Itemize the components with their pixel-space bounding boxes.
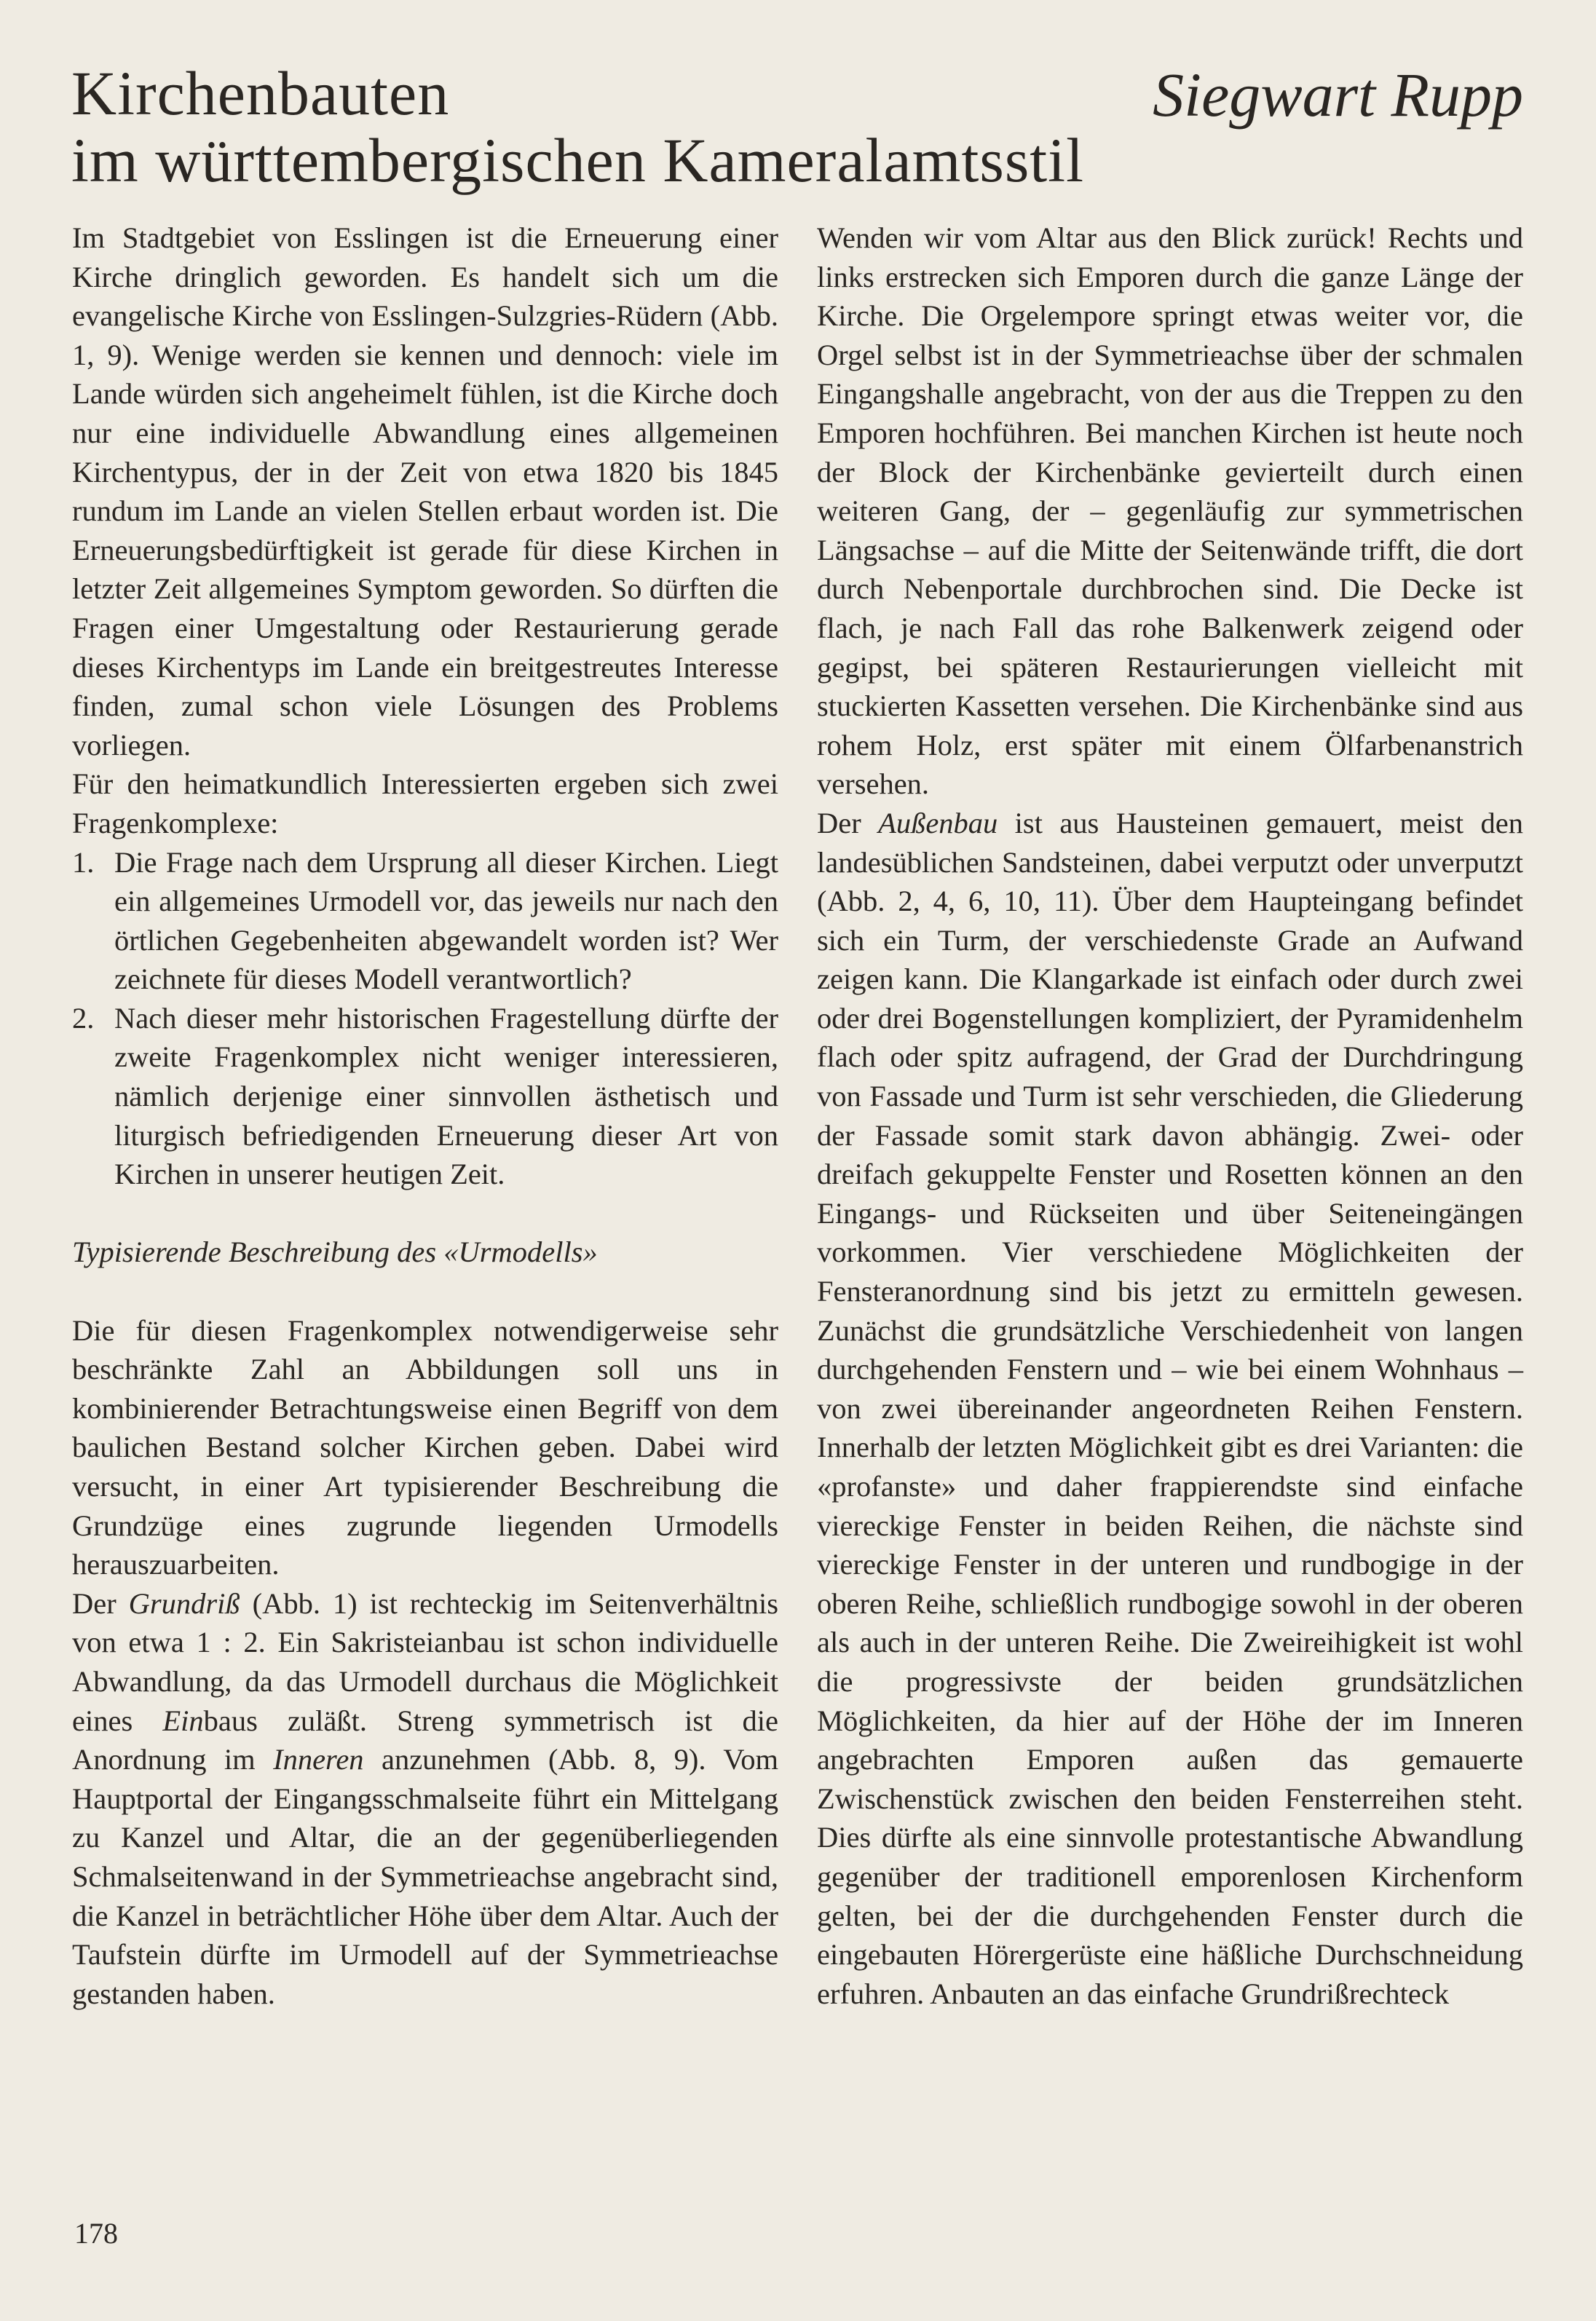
title-line-1: Kirchenbauten xyxy=(71,58,450,128)
question-text: Die Frage nach dem Ursprung all dieser Kirchen. Liegt ein allgemeines Urmodell vor, das jeweils nur nach den örtlichen Gegebenheiten abgewandelt worden ist? Wer zeichnete für dieses Modell verantwortlich? xyxy=(114,845,778,996)
author-name: Siegwart Rupp xyxy=(1153,60,1523,130)
questions-intro: Für den heimatkundlich Interessierten ergeben sich zwei Fragenkomplexe: xyxy=(72,767,778,839)
grundriss-lead: Der xyxy=(72,1586,129,1620)
einbau-term: Ein xyxy=(162,1704,204,1737)
question-number: 2. xyxy=(72,1001,95,1035)
grundriss-paragraph xyxy=(72,1584,778,2014)
page-number: 178 xyxy=(74,2217,118,2250)
article-title xyxy=(71,60,1164,194)
aussenbau-lead: Der xyxy=(817,806,879,839)
question-item xyxy=(72,843,778,999)
aussenbau-text: ist aus Hausteinen gemauert, meist den landesüblichen Sandsteinen, dabei verputzt oder unverputzt (Abb. 2, 4, 6, 10, 11). Über dem Haupteingang befindet sich ein Turm, der verschiedenste Grade an Aufwand zeigen kann. Die Klangarkade ist einfach oder durch zwei oder drei Bogenstellungen kompliziert, der Pyramidenhelm flach oder spitz aufragend, der Grad der Durchdringung von Fassade und Turm ist sehr verschieden, die Gliederung der Fassade somit stark davon abhängig. Zwei- oder dreifach gekuppelte Fenster und Rosetten können an den Eingangs- und Rückseiten und über Seiteneingängen vorkommen. Vier verschiedene Möglichkeiten der Fensteranordnung sind bis jetzt zu ermitteln gewesen. Zunächst die grundsätzliche Verschiedenheit von langen durchgehenden Fenstern und – wie bei einem Wohnhaus – von zwei übereinander angeordneten Reihen Fenstern. Innerhalb der letzten Möglichkeit gibt es drei Varianten: die «profanste» und daher frappierendste sind einfache viereckige Fenster in beiden Reihen, die nächste sind viereckige Fenster in der unteren und rundbogige in der oberen Reihe, schließlich rundbogige sowohl in der oberen als auch in der unteren Reihe. Die Zweireihigkeit ist wohl die progressivste der beiden grundsätzlichen Möglichkeiten, da hier auf der Höhe der im Inneren angebrachten Emporen außen das gemauerte Zwischenstück zwischen den beiden Fensterreihen steht. Dies dürfte als eine sinnvolle protestantische Abwandlung gegenüber der traditionell emporenlosen Kirchenform gelten, bei der die durchgehenden Fenster durch die eingebauten Hörergerüste eine häßliche Durchschneidung erfuhren. Anbauten an das einfache Grundrißrechteck xyxy=(817,806,1523,2010)
questions-list xyxy=(72,843,778,1194)
grundriss-term: Grundriß xyxy=(128,1586,240,1620)
inneren-term: Inneren xyxy=(273,1743,364,1776)
right-column xyxy=(817,218,1523,2013)
aussenbau-paragraph xyxy=(817,804,1523,2013)
question-item xyxy=(72,999,778,1194)
question-text: Nach dieser mehr historischen Fragestellung dürfte der zweite Fragenkomplex nicht weniger interessieren, nämlich derjenige einer sinnvollen ästhetisch und liturgisch befriedigenden Erneuerung dieser Art von Kirchen in unserer heutigen Zeit. xyxy=(114,1001,778,1191)
altar-paragraph: Wenden wir vom Altar aus den Blick zurück! Rechts und links erstrecken sich Emporen durch die ganze Länge der Kirche. Die Orgelempore springt etwas weiter vor, die Orgel selbst ist in der Symmetrieachse über der schmalen Eingangshalle angebracht, von der aus die Treppen zu den Emporen hochführen. Bei manchen Kirchen ist heute noch der Block der Kirchenbänke gevierteilt durch einen weiteren Gang, der – gegenläufig zur symmetrischen Längsachse – auf die Mitte der Seitenwände trifft, die dort durch Nebenportale durchbrochen sind. Die Decke ist flach, je nach Fall das rohe Balkenwerk zeigend oder gegipst, bei späteren Restaurierungen vielleicht mit stuckierten Kassetten versehen. Die Kirchenbänke sind aus rohem Holz, erst später mit einem Ölfarbenanstrich versehen. xyxy=(817,221,1523,801)
grundriss-text-1: (Abb. 1) ist rechteckig im Seitenverhältnis von etwa 1 : 2. Ein Sakristeianbau ist schon individuelle Abwandlung, da das Urmodell durchaus die Möglichkeit eines xyxy=(72,1586,778,1737)
grundriss-text-2: baus zuläßt. Streng symmetrisch ist die Anordnung im xyxy=(72,1704,778,1776)
section-subheading: Typisierende Beschreibung des «Urmodells» xyxy=(72,1235,598,1269)
modell-paragraph: Die für diesen Fragenkomplex notwendigerweise sehr beschränkte Zahl an Abbildungen soll uns in kombinierender Betrachtungsweise einen Begriff von dem baulichen Bestand solcher Kirchen geben. Dabei wird versucht, in einer Art typisierender Beschreibung die Grundzüge eines zugrunde liegenden Urmodells herauszuarbeiten. xyxy=(72,1313,778,1581)
question-number: 1. xyxy=(72,845,95,879)
left-column xyxy=(72,218,778,2013)
aussenbau-term: Außenbau xyxy=(878,806,998,839)
intro-paragraph: Im Stadtgebiet von Esslingen ist die Erneuerung einer Kirche dringlich geworden. Es handelt sich um die evangelische Kirche von Esslingen-Sulzgries-Rüdern (Abb. 1, 9). Wenige werden sie kennen und dennoch: viele im Lande würden sich angeheimelt fühlen, ist die Kirche doch nur eine individuelle Abwandlung eines allgemeinen Kirchentypus, der in der Zeit von etwa 1820 bis 1845 rundum im Lande an vielen Stellen erbaut worden ist. Die Erneuerungsbedürftigkeit ist gerade für diese Kirchen in letzter Zeit allgemeines Symptom geworden. So dürften die Fragen einer Umgestaltung oder Restaurierung gerade dieses Kirchentyps im Lande ein breitgestreutes Interesse finden, zumal schon viele Lösungen des Problems vorliegen. xyxy=(72,221,778,762)
title-line-2: im württembergischen Kameralamtsstil xyxy=(71,125,1084,195)
grundriss-text-3: anzunehmen (Abb. 8, 9). Vom Hauptportal der Eingangsschmalseite führt ein Mittelgang zu Kanzel und Altar, die an der gegenüberliegenden Schmalseitenwand in der Symmetrieachse angebracht sind, die Kanzel in beträchtlicher Höhe über dem Altar. Auch der Taufstein dürfte im Urmodell auf der Symmetrieachse gestanden haben. xyxy=(72,1743,778,2010)
